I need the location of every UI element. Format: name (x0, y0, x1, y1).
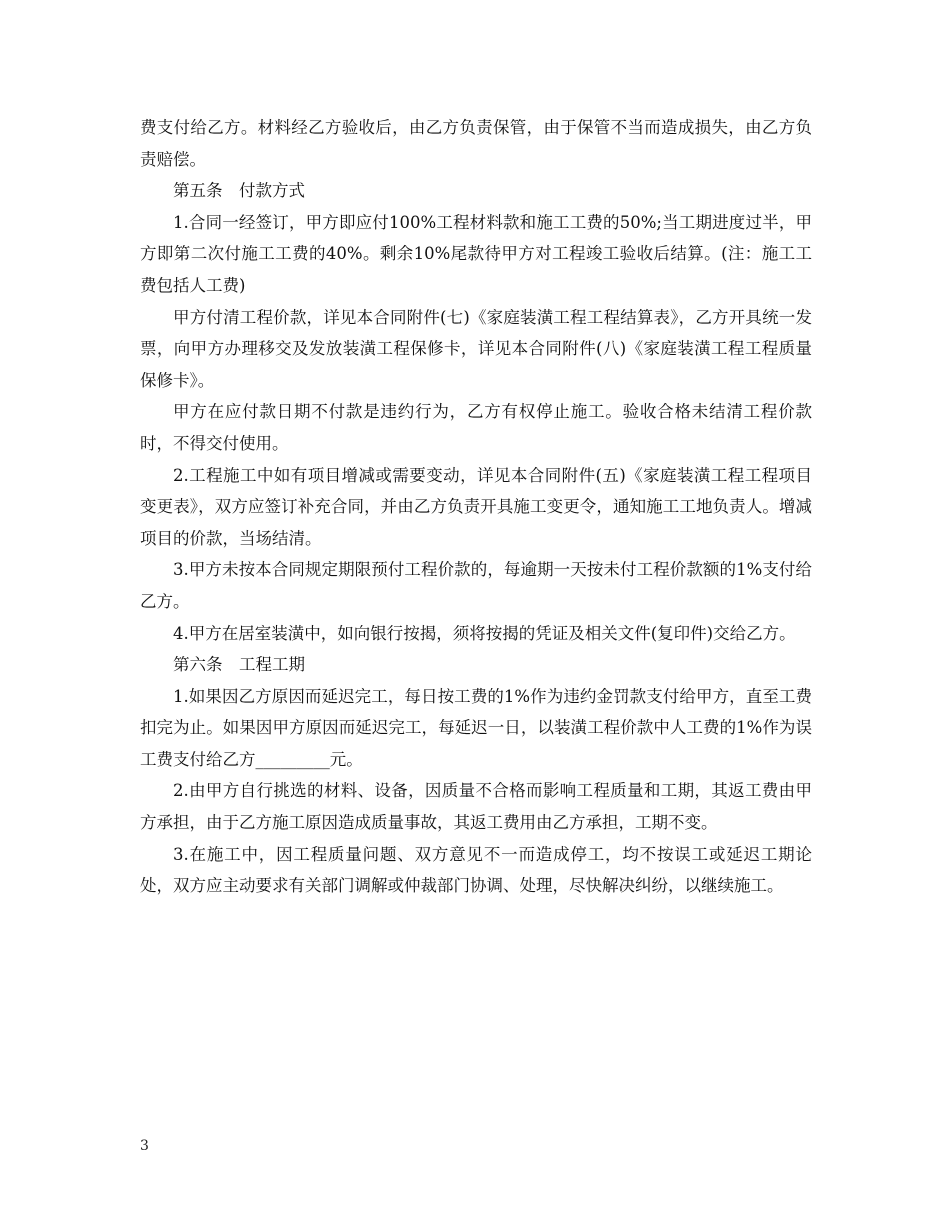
paragraph-overdue-penalty: 3.甲方未按本合同规定期限预付工程价款的，每逾期一天按未付工程价款额的1%支付给乙方。 (140, 560, 812, 611)
paragraph-material-custody: 费支付给乙方。材料经乙方验收后，由乙方负责保管，由于保管不当而造成损失，由乙方负责赔偿。 (140, 118, 812, 169)
paragraph-item-changes: 2.工程施工中如有项目增减或需要变动，详见本合同附件(五)《家庭装潢工程工程项目变更表》，双方应签订补充合同，并由乙方负责开具施工变更令，通知施工工地负责人。增减项目的价款，当场结清。 (140, 465, 812, 548)
paragraph-settlement: 甲方付清工程价款，详见本合同附件(七)《家庭装潢工程工程结算表》，乙方开具统一发票，向甲方办理移交及发放装潢工程保修卡，详见本合同附件(八)《家庭装潢工程工程质量保修卡》。 (140, 307, 812, 390)
paragraph-material-quality: 2.由甲方自行挑选的材料、设备，因质量不合格而影响工程质量和工期，其返工费由甲方承担，由于乙方施工原因造成质量事故，其返工费用由乙方承担，工期不变。 (140, 781, 812, 833)
paragraph-dispute-resolution: 3.在施工中，因工程质量问题、双方意见不一而造成停工，均不按误工或延迟工期论处，双方应主动要求有关部门调解或仲裁部门协调、处理，尽快解决纠纷，以继续施工。 (140, 844, 812, 896)
heading-article-5-payment: 第五条 付款方式 (173, 181, 305, 201)
heading-article-6-schedule: 第六条 工程工期 (173, 655, 305, 675)
paragraph-payment-schedule: 1.合同一经签订，甲方即应付100%工程材料款和施工工费的50%;当工期进度过半，甲方即第二次付施工工费的40%。剩余10%尾款待甲方对工程竣工验收后结算。(注：施工工费包括人工费) (140, 212, 812, 295)
document-body (140, 112, 812, 902)
paragraph-mortgage-documents: 4.甲方在居室装潢中，如向银行按揭，须将按揭的凭证及相关文件(复印件)交给乙方。 (173, 623, 796, 643)
paragraph-delay-penalty: 1.如果因乙方原因而延迟完工，每日按工费的1%作为违约金罚款支付给甲方，直至工费扣完为止。如果因甲方原因而延迟完工，每延迟一日，以装潢工程价款中人工费的1%作为误工费支付给乙方_________元。 (140, 686, 812, 769)
page-number: 3 (140, 1138, 149, 1154)
paragraph-late-payment: 甲方在应付款日期不付款是违约行为，乙方有权停止施工。验收合格未结清工程价款时，不得交付使用。 (140, 402, 812, 453)
